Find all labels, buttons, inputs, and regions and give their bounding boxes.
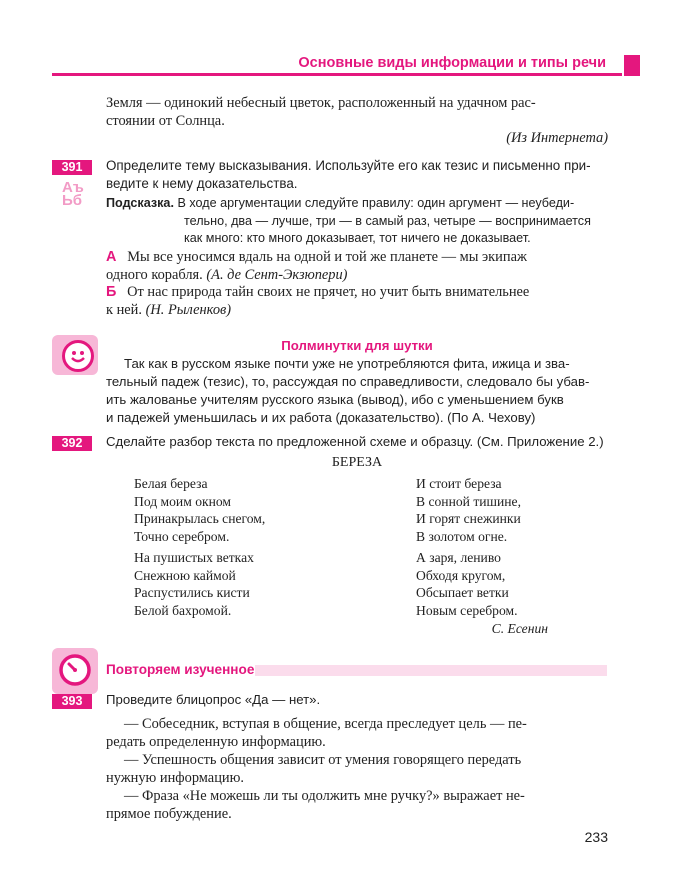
exercise-391-task: [106, 157, 608, 193]
question-line: — Собеседник, вступая в общение, всегда преследует цель — пе-: [124, 716, 527, 732]
hint-text: тельно, два — лучше, три — в самый раз, четыре — воспринимается: [184, 213, 591, 228]
task-line: ведите к нему доказательства.: [106, 176, 298, 191]
intro-quote: [106, 94, 608, 130]
hint-text: как много: кто много доказывает, тот ничего не доказывает.: [184, 231, 531, 245]
poem-stanza: И стоит береза В сонной тишине, И горят снежинки В золотом огне.: [416, 476, 521, 544]
exercise-number: 391: [52, 160, 92, 175]
exercise-number: 393: [52, 694, 92, 709]
question-line: редать определенную информацию.: [106, 734, 326, 750]
intro-line: Земля — одинокий небесный цветок, расположенный на удачном рас-: [106, 95, 536, 111]
exercise-number: 392: [52, 436, 92, 451]
section-band: [255, 665, 607, 676]
text-a-source: (А. де Сент-Экзюпери): [206, 267, 348, 283]
hint-label: Подсказка.: [106, 196, 174, 210]
text-a-line: одного корабля.: [106, 267, 203, 283]
text-b: [106, 283, 608, 319]
text-b-line: к ней.: [106, 302, 142, 318]
questions: [106, 715, 608, 823]
clock-icon: [57, 652, 93, 688]
intro-source: (Из Интернета): [506, 130, 608, 146]
question-line: прямое побуждение.: [106, 806, 232, 822]
hint-block: [106, 195, 610, 248]
alphabet-icon: [62, 181, 96, 209]
text-a: [106, 248, 608, 284]
poem-stanza: А заря, лениво Обходя кругом, Обсыпает ветки Новым серебром.: [416, 550, 518, 618]
poem-stanza: На пушистых ветках Снежною каймой Распустились кисти Белой бахромой.: [134, 550, 254, 618]
text-b-source: (Н. Рыленков): [145, 302, 232, 318]
exercise-393-task: Проведите блицопрос «Да — нет».: [106, 692, 321, 707]
question-line: — Фраза «Не можешь ли ты одолжить мне ручку?» выражает не-: [124, 788, 525, 804]
letter-b: Б: [106, 284, 117, 300]
text-a-line: Мы все уносимся вдаль на одной и той же планете — мы экипаж: [127, 249, 527, 265]
poem-stanza: Белая береза Под моим окном Принакрылась снегом, Точно серебром.: [134, 476, 266, 544]
review-title: Повторяем изученное: [106, 662, 255, 677]
joke-title: Полминутки для шутки: [281, 338, 433, 353]
question-line: нужную информацию.: [106, 770, 244, 786]
smiley-icon: [62, 340, 94, 372]
joke-text: [106, 355, 608, 427]
section-header-title: Основные виды информации и типы речи: [298, 55, 606, 71]
joke-line: Так как в русском языке почти уже не употребляются фита, ижица и зва-: [124, 356, 570, 371]
text-b-line: От нас природа тайн своих не прячет, но учит быть внимательнее: [127, 284, 530, 300]
joke-line: и падежей уменьшилась и их работа (доказательство). (По А. Чехову): [106, 410, 536, 425]
hint-text: В ходе аргументации следуйте правилу: один аргумент — неубеди-: [177, 196, 575, 210]
alphabet-icon-text: Аъ Ьб: [62, 179, 84, 209]
joke-line: тельный падеж (тезис), то, рассуждая по справедливости, следовало бы убав-: [106, 374, 590, 389]
header-rule: [52, 73, 622, 76]
letter-a: А: [106, 249, 117, 265]
question-line: — Успешность общения зависит от умения говорящего передать: [124, 752, 522, 768]
joke-line: ить жалованье учителям русского языка (вывод), ибо с уменьшением букв: [106, 392, 564, 407]
header-marker: [624, 55, 640, 76]
task-line: Определите тему высказывания. Используйте его как тезис и письменно при-: [106, 158, 591, 173]
exercise-392-task: Сделайте разбор текста по предложенной схеме и образцу. (См. Приложение 2.): [106, 434, 604, 449]
poem-author: С. Есенин: [491, 621, 548, 636]
page-number: 233: [584, 829, 608, 845]
poem-title: БЕРЕЗА: [331, 455, 383, 470]
intro-line: стоянии от Солнца.: [106, 113, 225, 129]
